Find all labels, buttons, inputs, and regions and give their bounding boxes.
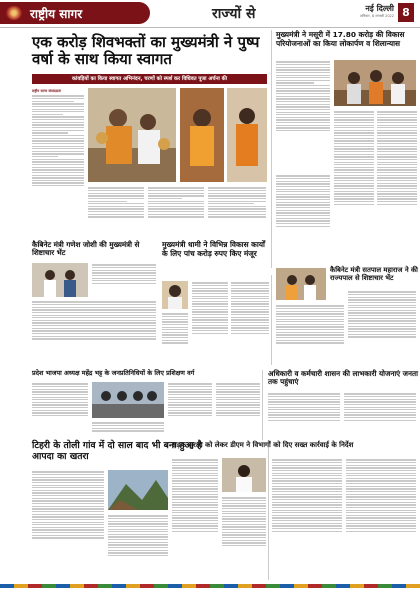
projects-body-col1 (276, 60, 330, 170)
road-headline: सड़क सुरक्षा को लेकर डीएम ने विभागों को दिए सख्त कार्रवाई के निर्देश (172, 441, 354, 449)
cabinet1-photo (32, 263, 88, 297)
projects-body-col2 (334, 110, 374, 260)
section-ribbon (0, 2, 150, 24)
cabinet2-headline: कैबिनेट मंत्री सतपाल महाराज ने की राज्यपाल से शिष्टाचार भेंट (330, 266, 418, 282)
lead-byline: राष्ट्रीय सागर संवाददाता (32, 89, 62, 93)
tehri-headline: टिहरी के तोली गांव में दो साल बाद भी बना हुआ है आपदा का खतरा (32, 440, 202, 462)
projects-headline: मुख्यमंत्री ने मसूरी में 17.80 करोड़ की विकास परियोजनाओं का किया लोकार्पण व शिलान्यास (276, 30, 405, 48)
column-rule (271, 30, 272, 268)
pradesh-photo (92, 382, 164, 418)
projects-body-col1b (276, 174, 330, 260)
dhami-body-col0 (162, 312, 188, 366)
dateline: शनिवार, 8 जनवरी 2022 (360, 14, 394, 18)
region-title: राज्यों से (212, 6, 256, 22)
road-body-col1 (172, 458, 218, 582)
masthead: नई दिल्ली (365, 4, 394, 13)
dhami-photo (162, 281, 188, 309)
cabinet1-body (92, 263, 156, 297)
lead-body-col2 (88, 186, 144, 236)
column-rule (268, 440, 269, 580)
dhami-body-col1 (192, 281, 228, 365)
pradesh-body-col4 (216, 382, 260, 438)
lead-subhead: कांवड़ियों का किया स्वागत अभिनंदन, चरणों को स्पर्श कर विधिवत पूजा अर्चना की (32, 74, 267, 84)
cabinet1-headline: कैबिनेट मंत्री गणेश जोशी की मुख्यमंत्री से शिष्टाचार भेंट (32, 240, 140, 258)
lead-body-col4 (208, 186, 266, 236)
road-body-col4 (346, 458, 416, 582)
cabinet2-body-col1 (276, 304, 344, 366)
page-number: 8 (398, 3, 414, 22)
lead-photo (88, 88, 176, 182)
column-rule (271, 275, 272, 365)
pradesh-body-col1 (32, 382, 88, 438)
cabinet2-photo (276, 268, 326, 300)
road-photo (222, 458, 266, 492)
projects-body-col3 (377, 110, 417, 260)
pradesh-body-col3 (168, 382, 212, 438)
lead-photo-2 (180, 88, 224, 182)
lead-body-col1 (32, 94, 84, 234)
projects-photo (334, 60, 416, 106)
dhami-body-col2 (231, 281, 269, 365)
tehri-photo (108, 470, 168, 510)
pradesh-headline: प्रदेश भाजपा अध्यक्ष महेंद्र भट्ट के जनप्रतिनिधियों के लिए प्रशिक्षण वर्ग (32, 369, 195, 377)
lead-headline: एक करोड़ शिवभक्तों का मुख्यमंत्री ने पुष्प वर्षा के साथ किया स्वागत (32, 33, 260, 69)
lead-photo-3 (227, 88, 267, 182)
officers-headline: अधिकारी व कर्मचारी शासन की लाभकारी योजनाएं जनता तक पहुंचाएं (268, 369, 418, 387)
tehri-body-col2 (108, 514, 168, 582)
pradesh-body-col2 (92, 421, 164, 439)
footer-strip (0, 584, 420, 588)
column-rule (262, 370, 263, 440)
header-rule (0, 27, 420, 28)
ornament-icon (6, 6, 22, 20)
page-header (0, 0, 420, 28)
cabinet1-body-2 (32, 300, 156, 366)
section-title: राष्ट्रीय सागर (30, 6, 83, 21)
officers-body-col1 (268, 392, 340, 438)
tehri-body-col1 (32, 470, 104, 582)
road-body-col3 (272, 458, 342, 582)
cabinet2-body-col2 (348, 290, 416, 366)
dhami-headline: मुख्यमंत्री धामी ने विभिन्न विकास कार्यों के लिए पांच करोड़ रुपए किए मंजूर (162, 240, 265, 258)
publication-info (322, 3, 394, 19)
officers-body-col2 (344, 392, 416, 438)
lead-body-col3 (148, 186, 204, 236)
road-body-col2 (222, 496, 266, 582)
